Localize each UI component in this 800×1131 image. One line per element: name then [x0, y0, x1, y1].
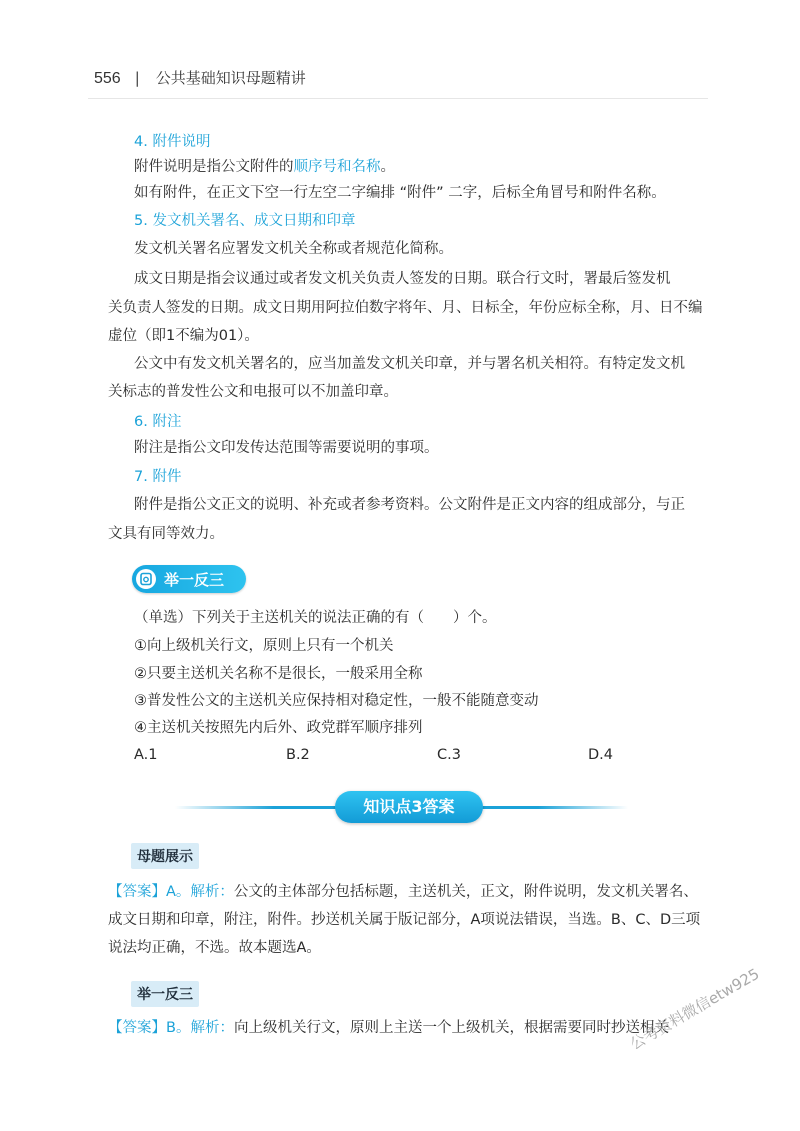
option-c: C.3: [437, 747, 461, 763]
option-a: A.1: [134, 747, 158, 763]
section-6-heading: 6. 附注: [134, 414, 182, 430]
answer-label: 【答案】B。解析：: [108, 1020, 234, 1036]
section-5-heading: 5. 发文机关署名、成文日期和印章: [134, 213, 356, 229]
option-b: B.2: [286, 747, 310, 763]
section-5-paragraph-2-line-1: 成文日期是指会议通过或者发文机关负责人签发的日期。联合行文时，署最后签发机: [134, 271, 671, 287]
text-run: 。: [380, 159, 395, 175]
exercise-badge: [132, 565, 246, 593]
running-header: [94, 67, 306, 88]
section-5-paragraph-1: 发文机关署名应署发文机关全称或者规范化简称。: [134, 241, 453, 257]
divider-line-left: [175, 806, 340, 809]
text-run: 附件说明是指公文附件的: [134, 159, 294, 175]
mother-answer-line-1: [108, 880, 698, 901]
section-5-paragraph-2-line-3: 虚位（即1不编为01）。: [108, 328, 259, 344]
section-4-paragraph-2: 如有附件，在正文下空一行左空二字编排 “附件” 二字，后标全角冒号和附件名称。: [134, 185, 666, 201]
book-title: 公共基础知识母题精讲: [155, 69, 306, 87]
exercise-badge-label: 举一反三: [164, 571, 225, 589]
section-4-paragraph-1: [134, 155, 395, 176]
header-separator: |: [134, 69, 140, 87]
divider-line-right: [478, 806, 628, 809]
section-7-heading: 7. 附件: [134, 469, 182, 485]
section-5-paragraph-3-line-2: 关标志的普发性公文和电报可以不加盖印章。: [108, 384, 398, 400]
section-6-paragraph-1: 附注是指公文印发传达范围等需要说明的事项。: [134, 440, 439, 456]
mother-answer-line-2: 成文日期和印章，附注，附件。抄送机关属于版记部分，A项说法错误，当选。B、C、D三项: [108, 912, 701, 928]
exercise-answer-tag: 举一反三: [131, 981, 199, 1007]
header-rule: [88, 98, 708, 99]
answers-section-title: 知识点3答案: [335, 791, 483, 823]
exercise-item-3: ③普发性公文的主送机关应保持相对稳定性，一般不能随意变动: [134, 693, 539, 709]
exercise-item-1: ①向上级机关行文，原则上只有一个机关: [134, 638, 394, 654]
notebook-icon: [136, 569, 156, 589]
page-number: 556: [94, 70, 121, 87]
watermark-text: 公考资料微信etw925: [627, 964, 763, 1054]
section-4-heading: 4. 附件说明: [134, 134, 211, 150]
answer-label: 【答案】A。解析：: [108, 884, 234, 900]
section-5-paragraph-3-line-1: 公文中有发文机关署名的，应当加盖发文机关印章，并与署名机关相符。有特定发文机: [134, 356, 685, 372]
exercise-question: （单选）下列关于主送机关的说法正确的有（ ）个。: [134, 610, 497, 626]
exercise-item-2: ②只要主送机关名称不是很长，一般采用全称: [134, 666, 423, 682]
mother-question-tag: 母题展示: [131, 843, 199, 869]
text-run: 向上级机关行文，原则上主送一个上级机关，根据需要同时抄送相关: [233, 1020, 669, 1036]
option-d: D.4: [588, 747, 613, 763]
text-run: 公文的主体部分包括标题，主送机关，正文，附件说明，发文机关署名、: [233, 884, 698, 900]
mother-answer-line-3: 说法均正确，不选。故本题选A。: [108, 940, 321, 956]
section-7-paragraph-1-line-1: 附件是指公文正文的说明、补充或者参考资料。公文附件是正文内容的组成部分，与正: [134, 497, 685, 513]
highlight-text: 顺序号和名称: [293, 159, 381, 175]
exercise-item-4: ④主送机关按照先内后外、政党群军顺序排列: [134, 720, 423, 736]
exercise-answer-line-1: [108, 1016, 669, 1037]
section-7-paragraph-1-line-2: 文具有同等效力。: [108, 526, 224, 542]
section-5-paragraph-2-line-2: 关负责人签发的日期。成文日期用阿拉伯数字将年、月、日标全，年份应标全称，月、日不编: [108, 300, 703, 316]
